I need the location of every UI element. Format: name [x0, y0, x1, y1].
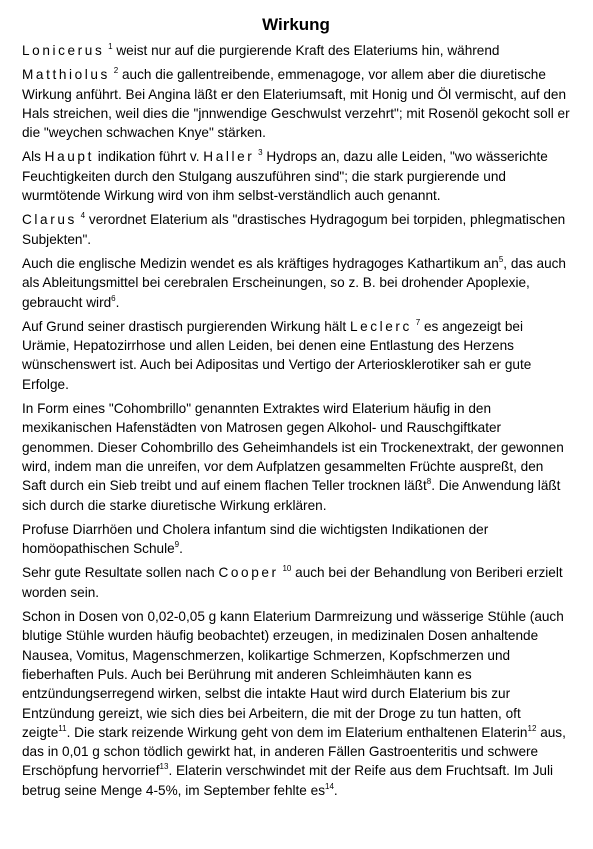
author-name: Haller	[203, 149, 255, 165]
footnote-ref: 5	[498, 254, 504, 264]
paragraph-text: . Elaterin verschwindet mit der Reife aus dem Fruchtsaft. Im Juli betrug seine Menge 4-5%, im September fehlte es	[22, 763, 553, 798]
paragraph-text: weist nur auf die purgierende Kraft des Elateriums hin, während	[116, 43, 500, 58]
paragraph-text: , das auch als Ableitungsmittel bei cerebralen Erscheinungen, so z. B. bei drohender Apoplexie, gebraucht wird	[22, 255, 566, 310]
author-name: Clarus	[22, 212, 77, 228]
paragraph-english-medicine	[22, 254, 570, 312]
paragraph-text: . Die stark reizende Wirkung geht von dem im Elaterium enthaltenen Elaterin	[66, 724, 528, 740]
paragraph-matthiolus	[22, 65, 570, 142]
footnote-ref: 12	[527, 723, 537, 733]
paragraph-lonicerus	[22, 41, 570, 60]
author-name: Leclerc	[349, 318, 412, 334]
paragraph-haller	[22, 147, 570, 205]
paragraph-text: aus, das in 0,01 g schon tödlich gewirkt hat, in anderen Fällen Gastroenteritis und schwere Erschöpfung hervorrief	[22, 724, 566, 779]
footnote-ref: 9	[174, 540, 180, 550]
paragraph-cooper	[22, 563, 570, 602]
paragraph-text: Sehr gute Resultate sollen nach	[22, 565, 215, 581]
paragraph-text: .	[179, 541, 183, 557]
author-name: Cooper	[218, 565, 279, 581]
paragraph-text: Hydrops an, dazu alle Leiden, "wo wässerichte Feuchtigkeiten durch den Stulgang auszuführen sind"; die stark purgierende und wurmtötende Wirkung wird von ihm selbst-verständlich auch genannt.	[22, 149, 548, 204]
paragraph-text: .	[115, 294, 120, 310]
paragraph-text: verordnet Elaterium als "drastisches Hydragogum bei torpiden, phlegmatischen Subjekten".	[22, 212, 566, 247]
footnote-ref: 7	[415, 317, 421, 327]
paragraph-cohombrillo	[22, 399, 570, 515]
paragraph-text: Profuse Diarrhöen und Cholera infantum sind die wichtigsten Indikationen der homöopathischen Schule	[22, 521, 489, 557]
footnote-ref: 4	[80, 211, 86, 221]
footnote-ref: 11	[58, 723, 67, 733]
paragraph-leclerc	[22, 317, 570, 394]
author-name: Lonicerus	[22, 43, 105, 58]
footnote-ref: 1	[108, 42, 113, 51]
emphasized-word: Haupt	[44, 149, 94, 165]
footnote-ref: 2	[113, 66, 119, 76]
paragraph-text: Auf Grund seiner drastisch purgierenden Wirkung hält	[22, 318, 347, 334]
footnote-ref: 14	[325, 781, 334, 791]
paragraph-text: es angezeigt bei Urämie, Hepatozirrhose und allen Leiden, bei denen eine Entlastung des Herzens wünschenswert ist. Auch bei Adipositas und Vertigo der Arteriosklerotiker sah er gute Erfolge.	[22, 318, 532, 392]
paragraph-text: . Die Anwendung läßt sich durch die starke diuretische Wirkung erklären.	[22, 478, 561, 513]
paragraph-text: auch bei der Behandlung von Beriberi erzielt worden sein.	[22, 565, 563, 600]
paragraph-toxicity	[22, 607, 570, 800]
page-title: Wirkung	[262, 15, 330, 34]
paragraph-text: .	[333, 782, 338, 798]
paragraph-text: auch die gallentreibende, emmenagoge, vor allem aber die diuretische Wirkung anführt. Bei Angina läßt er den Elateriumsaft, mit Honig und Öl vermischt, auf den Hals streichen, weil dies die "jnnwendige Geschwulst verzehrt"; mit Rosenöl gekocht soll er die "weychen schwachen Knye" stärken.	[22, 67, 570, 141]
footnote-ref: 3	[258, 148, 263, 158]
paragraph-text: In Form eines "Cohombrillo" genannten Extraktes wird Elaterium häufig in den mexikanischen Hafenstädten von Matrosen gegen Alkohol- und Rauschgiftkater genommen. Dieser Cohombrillo des Geheimhandels ist ein Trockenextrakt, der gewonnen wird, indem man die unreifen, vor dem Aufplatzen gesammelten Früchte auspreßt, den Saft durch ein Sieb treibt und auf einem flachen Teller trocknen läßt	[22, 401, 564, 494]
paragraph-text: Schon in Dosen von 0,02-0,05 g kann Elaterium Darmreizung und wässerige Stühle (auch blutige Stühle wurden häufig beobachtet) erzeugen, in medizinalen Dosen anhaltende Nausea, Vomitus, Magenschmerzen, kolikartige Schmerzen, Kopfschmerzen und fieberhaften Puls. Auch bei Berührung mit anderen Schleimhäuten kann es entzündungserregend wirken, selbst die intakte Haut wird durch Elaterium bis zur Entzündung gereizt, wie sich dies bei Arbeitern, die mit der Droge zu tun hatten, oft zeigte	[22, 609, 564, 740]
footnote-ref: 8	[426, 477, 432, 487]
paragraph-homeopathy	[22, 520, 570, 559]
paragraph-text: indikation führt v.	[97, 149, 200, 165]
footnote-ref: 13	[159, 762, 169, 772]
paragraph-clarus	[22, 210, 570, 249]
author-name: Matthiolus	[22, 67, 110, 83]
paragraph-text: Als	[22, 149, 41, 165]
footnote-ref: 10	[282, 564, 292, 574]
document-page	[22, 14, 570, 805]
paragraph-text: Auch die englische Medizin wendet es als kräftiges hydragoges Kathartikum an	[22, 255, 499, 271]
footnote-ref: 6	[111, 293, 116, 303]
